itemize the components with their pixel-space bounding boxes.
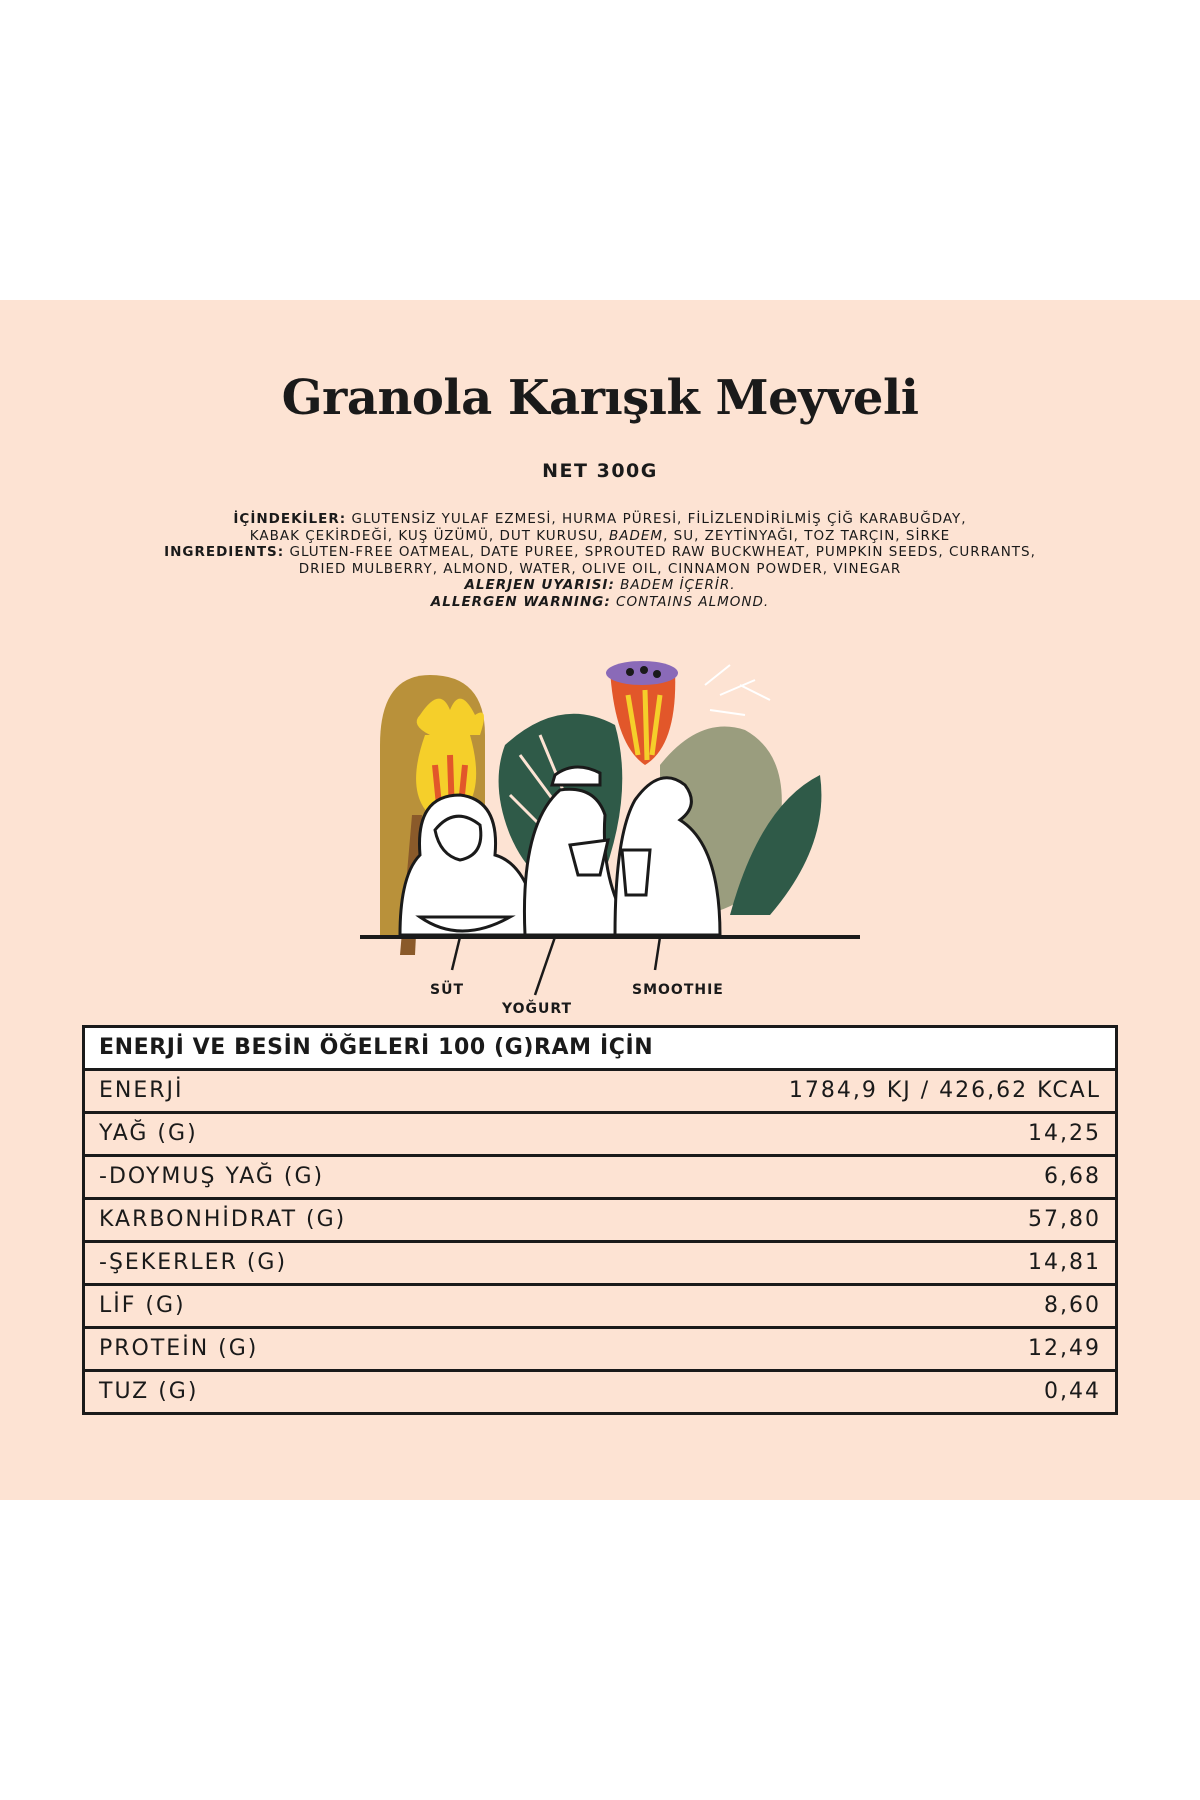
ingredients-tr-label: İÇİNDEKİLER: — [233, 511, 347, 527]
nutrition-row-sugars — [85, 1243, 1115, 1286]
ingredients-tr-allergen: BADEM — [608, 527, 664, 544]
ingredients-tr-text-1: GLUTENSİZ YULAF EZMESİ, HURMA PÜRESİ, FİLİZLENDİRİLMİŞ ÇİĞ KARABUĞDAY, — [351, 511, 967, 527]
nutrition-row-fiber — [85, 1286, 1115, 1329]
ingredients-tr-line-1 — [100, 511, 1100, 528]
nutrition-value: 12,49 — [1028, 1336, 1101, 1361]
nutrition-row-energy — [85, 1071, 1115, 1114]
nutrition-value: 0,44 — [1044, 1379, 1101, 1404]
nutrition-value: 6,68 — [1044, 1164, 1101, 1189]
nutrition-header: ENERJİ VE BESİN ÖĞELERİ 100 (G)RAM İÇİN — [85, 1028, 1115, 1071]
ingredients-block — [100, 511, 1100, 610]
usage-milk: SÜT — [430, 982, 465, 998]
allergen-warning-en — [100, 594, 1100, 611]
nutrition-value: 14,25 — [1028, 1121, 1101, 1146]
ingredients-tr-text-2b: , SU, ZEYTİNYAĞI, TOZ TARÇIN, SİRKE — [663, 527, 951, 544]
nutrition-label: YAĞ (G) — [99, 1121, 198, 1146]
allergen-warning-en-text: CONTAINS ALMOND. — [616, 593, 770, 610]
usage-smoothie: SMOOTHIE — [632, 982, 724, 998]
nutrition-value: 1784,9 KJ / 426,62 KCAL — [788, 1078, 1101, 1103]
usage-yogurt: YOĞURT — [502, 1001, 573, 1017]
allergen-warning-tr-text: BADEM İÇERİR. — [620, 577, 736, 593]
nutrition-value: 8,60 — [1044, 1293, 1101, 1318]
product-label-panel — [0, 300, 1200, 1500]
ingredients-tr-text-2a: KABAK ÇEKİRDEĞİ, KUŞ ÜZÜMÜ, DUT KURUSU, — [249, 527, 609, 544]
nutrition-table — [82, 1025, 1118, 1415]
nutrition-row-carbohydrate — [85, 1200, 1115, 1243]
nutrition-label: ENERJİ — [99, 1078, 184, 1103]
nutrition-row-protein — [85, 1329, 1115, 1372]
net-weight: NET 300G — [542, 460, 658, 482]
nutrition-value: 14,81 — [1028, 1250, 1101, 1275]
nutrition-label: KARBONHİDRAT (G) — [99, 1207, 347, 1232]
nutrition-label: TUZ (G) — [99, 1379, 199, 1404]
ingredients-en-text-1: GLUTEN-FREE OATMEAL, DATE PUREE, SPROUTED RAW BUCKWHEAT, PUMPKIN SEEDS, CURRANTS, — [289, 544, 1036, 560]
ingredients-en-line-1 — [100, 544, 1100, 561]
product-title: Granola Karışık Meyveli — [281, 370, 919, 426]
nutrition-value: 57,80 — [1028, 1207, 1101, 1232]
allergen-warning-tr-label: ALERJEN UYARISI: — [464, 577, 615, 593]
nutrition-label: LİF (G) — [99, 1293, 186, 1318]
nutrition-row-saturated-fat — [85, 1157, 1115, 1200]
nutrition-label: PROTEİN (G) — [99, 1336, 259, 1361]
allergen-warning-en-label: ALLERGEN WARNING: — [430, 593, 611, 610]
breakfast-illustration — [360, 655, 860, 1015]
breakfast-scene-drawing — [360, 655, 860, 1015]
allergen-warning-tr — [100, 577, 1100, 594]
ingredients-tr-line-2 — [100, 528, 1100, 545]
nutrition-label: -ŞEKERLER (G) — [99, 1250, 288, 1275]
ingredients-en-label: INGREDIENTS: — [164, 544, 285, 560]
nutrition-row-salt — [85, 1372, 1115, 1415]
ingredients-en-line-2: DRIED MULBERRY, ALMOND, WATER, OLIVE OIL, CINNAMON POWDER, VINEGAR — [298, 560, 902, 577]
nutrition-label: -DOYMUŞ YAĞ (G) — [99, 1164, 325, 1189]
nutrition-row-fat — [85, 1114, 1115, 1157]
dandelion-sparkles — [705, 665, 770, 715]
